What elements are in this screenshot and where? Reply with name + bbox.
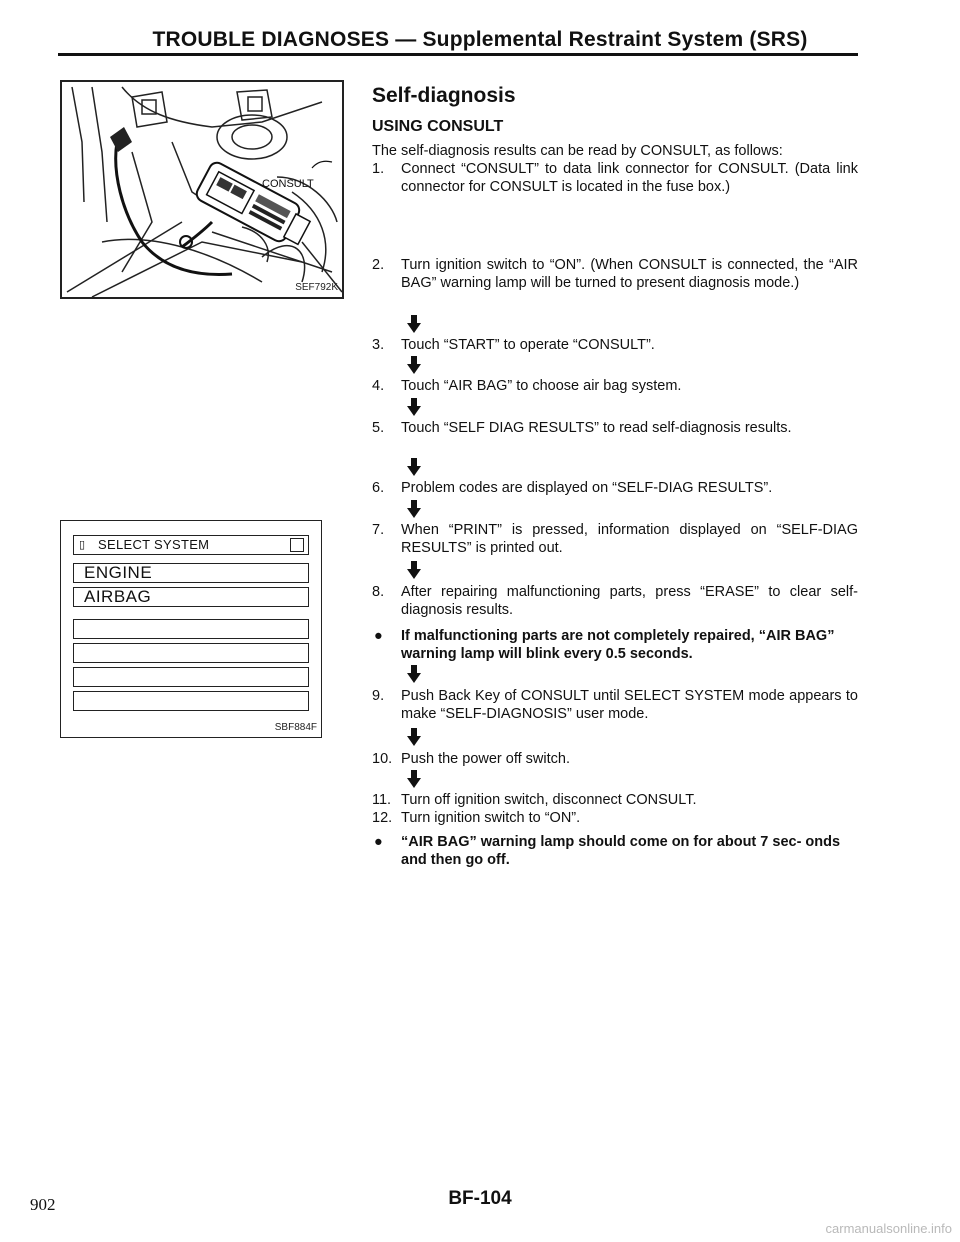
step-item: 1. Connect “CONSULT” to data link connector for CONSULT. (Data link connector for CONSULT is located in the fuse box.) <box>372 161 858 195</box>
consult-callout: CONSULT <box>262 178 314 190</box>
select-system-screen-illustration <box>60 520 322 738</box>
flow-arrow-icon <box>407 500 421 518</box>
flow-arrow-icon <box>407 770 421 788</box>
flow-arrow-icon <box>407 728 421 746</box>
system-row-airbag: AIRBAG <box>73 587 309 607</box>
step-item: 7. When “PRINT” is pressed, information displayed on “SELF-DIAG RESULTS” is printed out. <box>372 522 858 556</box>
step-item: 6. Problem codes are displayed on “SELF-DIAG RESULTS”. <box>372 480 773 496</box>
header-rule <box>58 53 858 56</box>
step-item: 12. Turn ignition switch to “ON”. <box>372 810 581 826</box>
step-item: 9. Push Back Key of CONSULT until SELECT SYSTEM mode appears to make “SELF-DIAGNOSIS” user mode. <box>372 688 858 722</box>
flow-arrow-icon <box>407 398 421 416</box>
final-note: ● “AIR BAG” warning lamp should come on for about 7 sec- onds and then go off. <box>374 834 841 868</box>
step-item: 3. Touch “START” to operate “CONSULT”. <box>372 337 655 353</box>
system-row-empty <box>73 619 309 639</box>
system-row-empty <box>73 691 309 711</box>
figure-reference-label: SEF792K <box>295 282 338 293</box>
step-item: 5. Touch “SELF DIAG RESULTS” to read self-diagnosis results. <box>372 420 792 436</box>
intro-paragraph: The self-diagnosis results can be read by CONSULT, as follows: <box>372 143 783 159</box>
flow-arrow-icon <box>407 315 421 333</box>
flow-arrow-icon <box>407 665 421 683</box>
screen-header <box>73 535 309 555</box>
bullet-icon: ● <box>374 628 383 644</box>
warning-note: ● If malfunctioning parts are not completely repaired, “AIR BAG” warning lamp will blink every 0.5 seconds. <box>374 628 835 662</box>
step-item: 8. After repairing malfunctioning parts, press “ERASE” to clear self-diagnosis results. <box>372 584 858 618</box>
section-title: Self-diagnosis <box>372 84 516 107</box>
subsection-title: USING CONSULT <box>372 118 504 135</box>
flow-arrow-icon <box>407 458 421 476</box>
step-item: 11. Turn off ignition switch, disconnect CONSULT. <box>372 792 697 808</box>
consult-connection-illustration <box>60 80 344 299</box>
system-row-engine: ENGINE <box>73 563 309 583</box>
system-row-empty <box>73 667 309 687</box>
flow-arrow-icon <box>407 561 421 579</box>
page-code: BF-104 <box>448 1188 512 1209</box>
bullet-icon: ● <box>374 834 383 850</box>
page-header-title: TROUBLE DIAGNOSES — Supplemental Restraint System (SRS) <box>152 28 808 51</box>
step-item: 4. Touch “AIR BAG” to choose air bag system. <box>372 378 682 394</box>
screen-checkbox-icon <box>290 538 304 552</box>
figure-reference-label: SBF884F <box>274 722 317 733</box>
screen-title: SELECT SYSTEM <box>98 537 210 552</box>
step-item: 2. Turn ignition switch to “ON”. (When CONSULT is connected, the “AIR BAG” warning lamp will be turned to present diagnosis mode.) <box>372 257 858 291</box>
watermark-text[interactable]: carmanualsonline.info <box>825 1221 952 1236</box>
vehicle-interior-drawing <box>62 82 344 299</box>
flow-arrow-icon <box>407 356 421 374</box>
step-item: 10. Push the power off switch. <box>372 751 570 767</box>
screen-menu-icon: ▯ <box>79 539 86 551</box>
page-number: 902 <box>30 1195 56 1214</box>
system-row-empty <box>73 643 309 663</box>
